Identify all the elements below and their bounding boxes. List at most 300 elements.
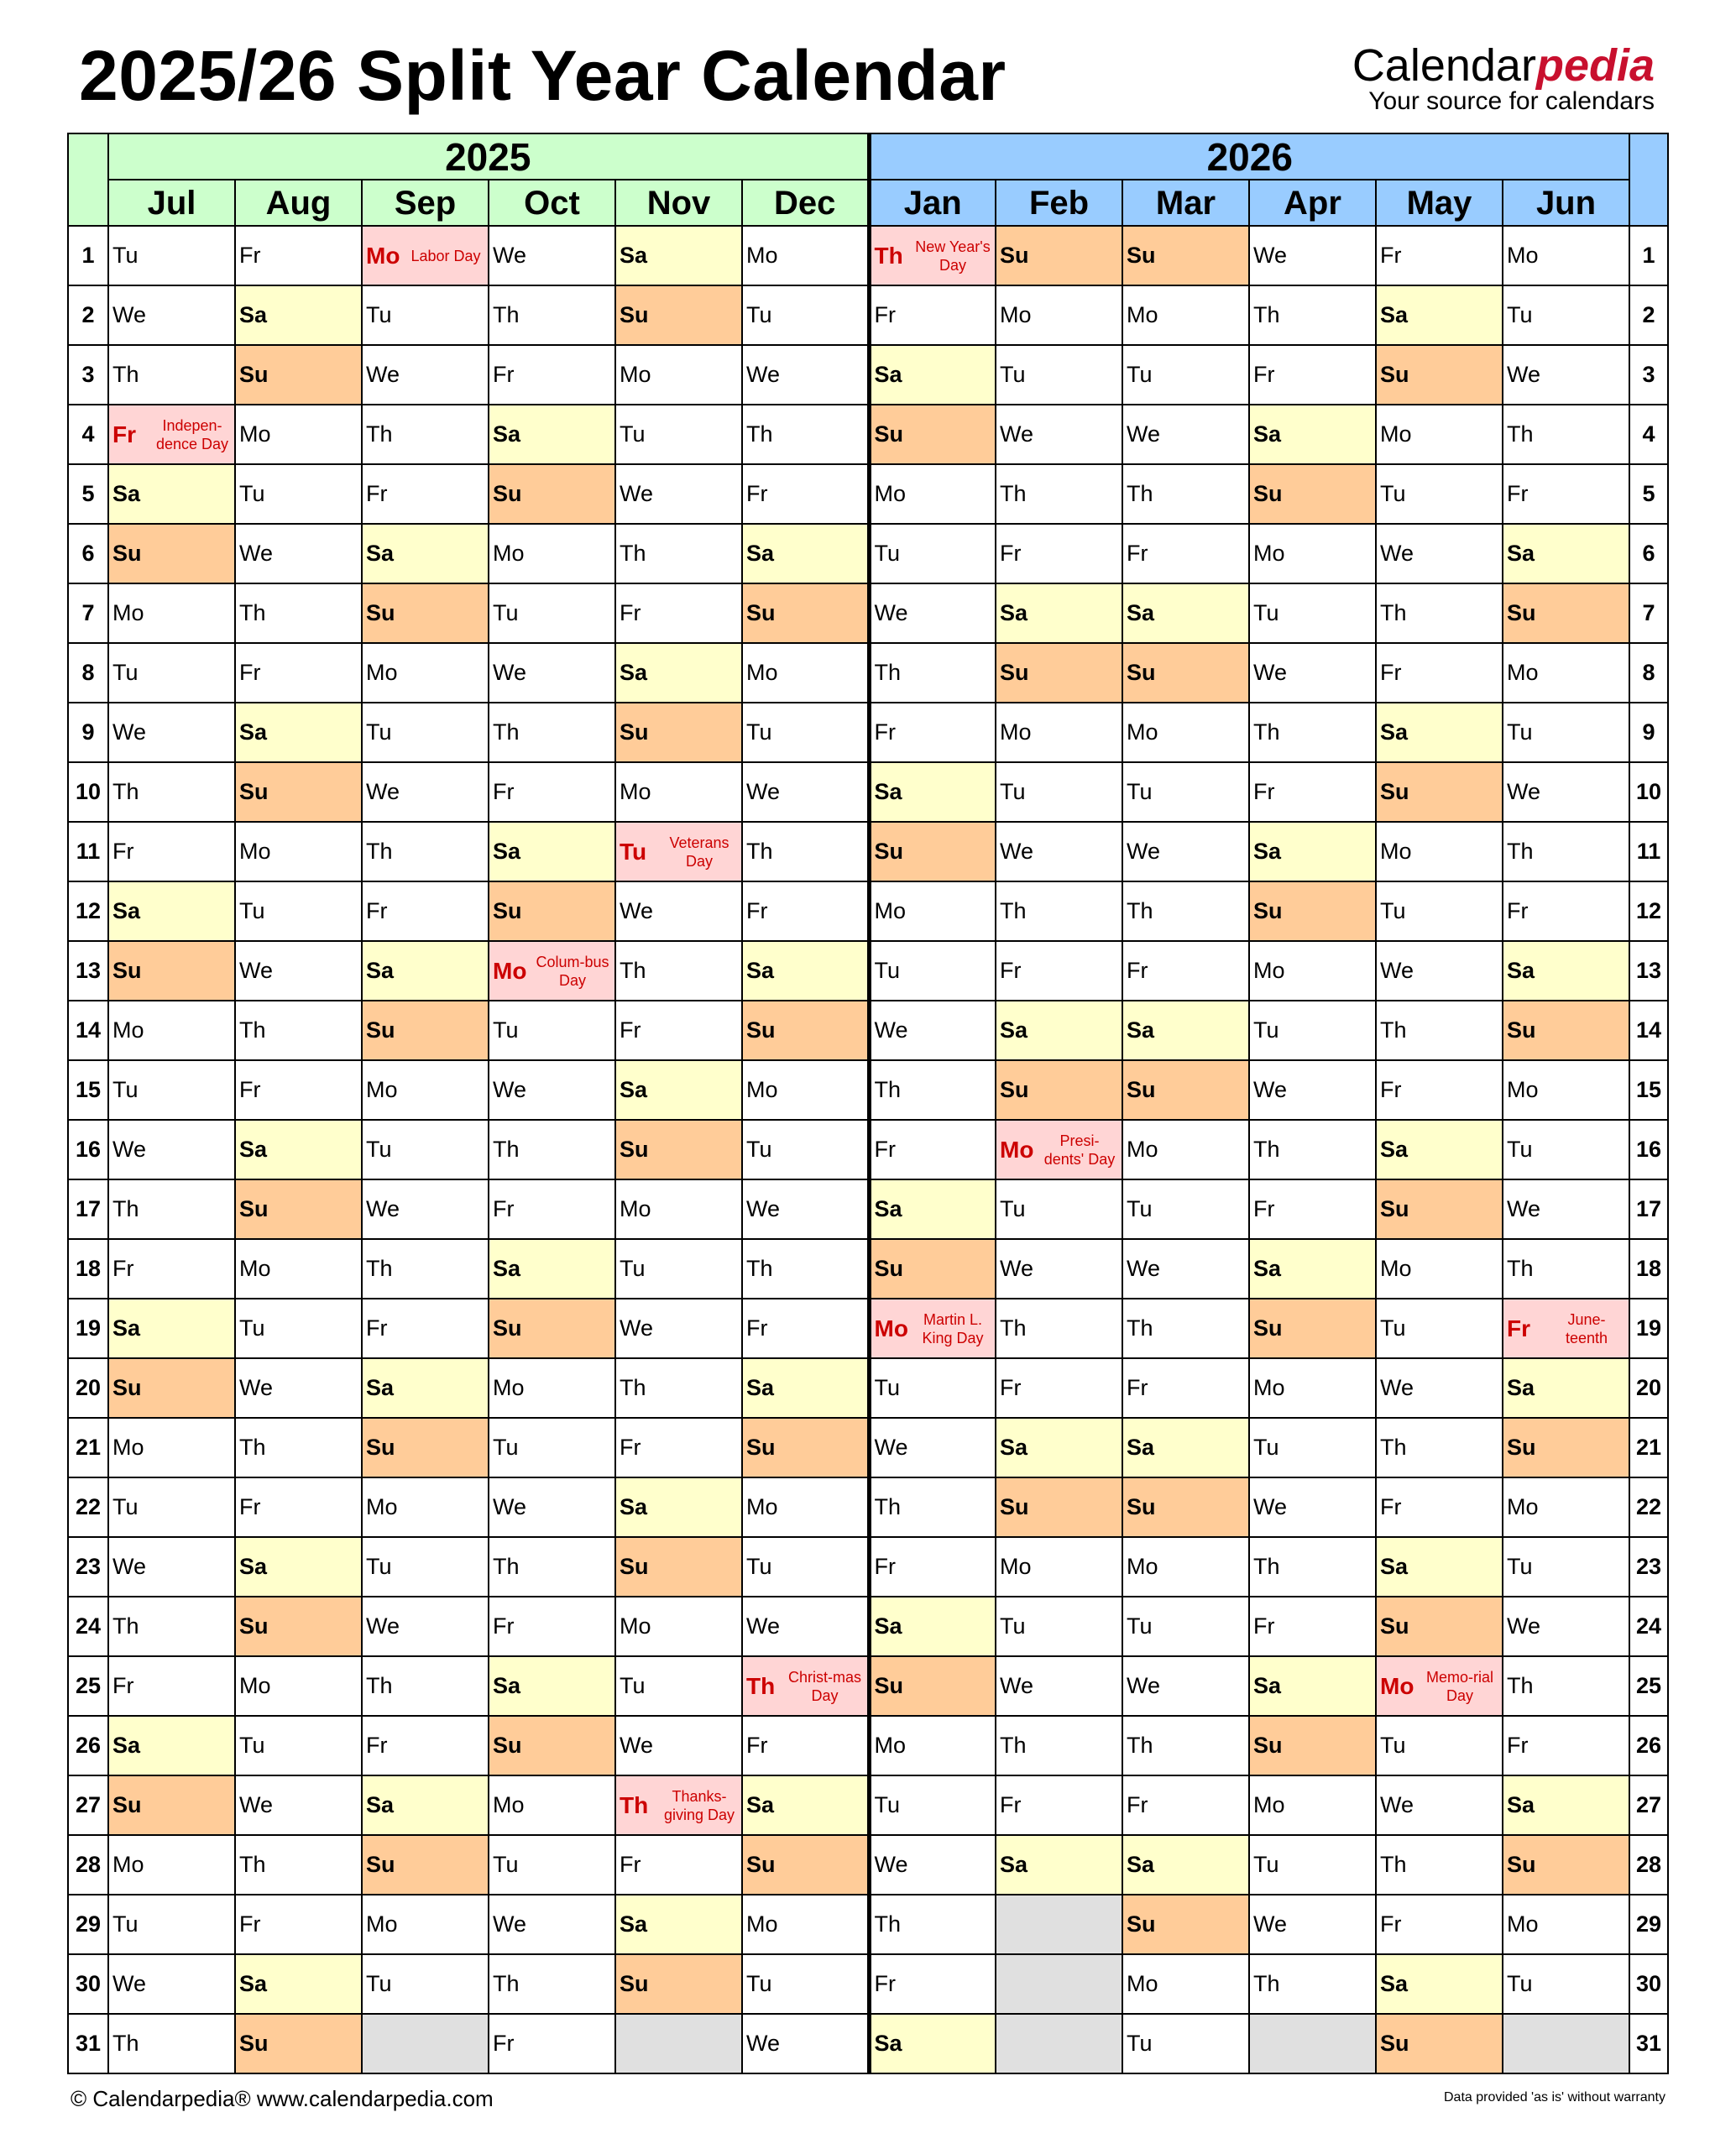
- day-cell: [489, 1299, 615, 1358]
- weekday-label: Tu: [366, 1137, 392, 1162]
- weekday-label: Mo: [746, 243, 778, 268]
- weekday-label: Tu: [1000, 1613, 1026, 1639]
- month-header-feb: Feb: [996, 180, 1122, 226]
- weekday-label: Fr: [620, 1435, 641, 1460]
- footer-disclaimer: Data provided 'as is' without warranty: [1443, 2090, 1665, 2105]
- weekday-label: Th: [620, 1791, 649, 1818]
- day-cell: [1249, 822, 1376, 881]
- day-cell: [1249, 1477, 1376, 1537]
- month-header-may: May: [1376, 180, 1503, 226]
- day-cell: [742, 1477, 869, 1537]
- weekday-label: Fr: [874, 1971, 896, 1996]
- day-cell: [1122, 285, 1249, 345]
- weekday-label: Th: [493, 719, 520, 745]
- day-cell: [869, 1358, 996, 1418]
- weekday-label: We: [746, 1196, 781, 1221]
- day-cell: [1122, 1299, 1249, 1358]
- weekday-label: We: [620, 1315, 654, 1341]
- day-cell: [615, 1060, 742, 1120]
- day-row: [68, 1239, 1668, 1299]
- day-cell: [1376, 941, 1503, 1001]
- weekday-label: Su: [1127, 660, 1156, 685]
- weekday-label: Sa: [1507, 1375, 1535, 1400]
- weekday-label: Fr: [1507, 1315, 1530, 1341]
- weekday-label: Fr: [746, 481, 768, 506]
- weekday-label: Tu: [1380, 898, 1406, 923]
- weekday-label: We: [1253, 1494, 1288, 1519]
- day-cell: [235, 1477, 362, 1537]
- day-cell: [615, 345, 742, 405]
- weekday-label: Su: [366, 600, 395, 625]
- weekday-label: Fr: [493, 779, 515, 804]
- day-cell: [1376, 1597, 1503, 1656]
- weekday-label: Fr: [112, 421, 136, 447]
- day-cell: [235, 941, 362, 1001]
- weekday-label: Mo: [1253, 1375, 1285, 1400]
- day-cell: [1376, 1299, 1503, 1358]
- day-cell: [869, 1775, 996, 1835]
- weekday-label: Th: [874, 1494, 902, 1519]
- weekday-label: Th: [874, 1911, 902, 1937]
- day-cell: [1249, 524, 1376, 583]
- day-cell: [362, 1835, 489, 1895]
- day-cell: [1122, 822, 1249, 881]
- weekday-label: Su: [620, 719, 649, 745]
- weekday-label: We: [493, 243, 527, 268]
- day-cell: [235, 1358, 362, 1418]
- day-cell: [742, 703, 869, 762]
- weekday-label: Fr: [1127, 1375, 1148, 1400]
- day-number-left: 30: [68, 1954, 108, 2014]
- day-cell: [996, 405, 1122, 464]
- weekday-label: Fr: [1253, 1613, 1275, 1639]
- weekday-label: Th: [493, 1137, 520, 1162]
- day-cell: [489, 1835, 615, 1895]
- day-cell: [742, 1179, 869, 1239]
- weekday-label: Mo: [366, 660, 398, 685]
- day-cell: [742, 643, 869, 703]
- day-cell: [362, 703, 489, 762]
- day-cell: [742, 1895, 869, 1954]
- weekday-label: Th: [366, 1256, 393, 1281]
- weekday-label: Su: [239, 779, 269, 804]
- day-row: [68, 1418, 1668, 1477]
- weekday-label: Th: [366, 421, 393, 447]
- weekday-label: Tu: [239, 898, 265, 923]
- day-cell: [1122, 1179, 1249, 1239]
- day-row: [68, 2014, 1668, 2073]
- day-number-right: 10: [1629, 762, 1668, 822]
- weekday-label: We: [1127, 839, 1161, 864]
- weekday-label: Fr: [1127, 1792, 1148, 1817]
- holiday-cell: [742, 1656, 869, 1716]
- day-cell: [108, 1716, 235, 1775]
- weekday-label: Tu: [112, 243, 139, 268]
- weekday-label: Su: [112, 541, 142, 566]
- weekday-label: Sa: [1000, 1435, 1028, 1460]
- day-cell: [1122, 524, 1249, 583]
- weekday-label: Fr: [239, 1077, 261, 1102]
- day-number-right: 11: [1629, 822, 1668, 881]
- year-header-row: [68, 133, 1668, 180]
- weekday-label: Fr: [112, 1256, 134, 1281]
- day-cell: [1376, 703, 1503, 762]
- weekday-label: We: [112, 302, 147, 327]
- day-cell: [108, 703, 235, 762]
- empty-cell: [996, 1895, 1122, 1954]
- day-cell: [1376, 762, 1503, 822]
- weekday-label: Su: [1380, 2031, 1409, 2056]
- day-cell: [108, 1656, 235, 1716]
- weekday-label: Sa: [1380, 1137, 1409, 1162]
- day-cell: [1503, 345, 1629, 405]
- weekday-label: Th: [874, 1077, 902, 1102]
- weekday-label: Mo: [493, 1792, 525, 1817]
- day-cell: [615, 1537, 742, 1597]
- weekday-label: Sa: [874, 2031, 902, 2056]
- weekday-label: Th: [746, 1256, 773, 1281]
- weekday-label: We: [746, 362, 781, 387]
- holiday-name: Memo-rial Day: [1425, 1668, 1493, 1704]
- weekday-label: Su: [746, 600, 776, 625]
- day-number-right: 16: [1629, 1120, 1668, 1179]
- weekday-label: Th: [1127, 481, 1153, 506]
- day-cell: [1503, 1835, 1629, 1895]
- weekday-label: Th: [1507, 1256, 1534, 1281]
- weekday-label: Sa: [493, 1256, 521, 1281]
- day-number-left: 17: [68, 1179, 108, 1239]
- weekday-label: Sa: [1000, 1852, 1028, 1877]
- day-row: [68, 1895, 1668, 1954]
- weekday-label: Tu: [874, 1792, 901, 1817]
- month-header-jan: Jan: [869, 180, 996, 226]
- day-number-left: 8: [68, 643, 108, 703]
- weekday-label: Fr: [366, 898, 388, 923]
- day-cell: [235, 464, 362, 524]
- day-cell: [362, 1716, 489, 1775]
- day-cell: [1376, 1775, 1503, 1835]
- weekday-label: We: [1380, 541, 1414, 566]
- day-cell: [869, 1179, 996, 1239]
- day-cell: [235, 1954, 362, 2014]
- weekday-label: Su: [1000, 1494, 1029, 1519]
- weekday-label: Mo: [874, 481, 907, 506]
- day-cell: [615, 941, 742, 1001]
- weekday-label: Sa: [1507, 541, 1535, 566]
- day-row: [68, 1358, 1668, 1418]
- day-cell: [1122, 1239, 1249, 1299]
- day-cell: [108, 464, 235, 524]
- weekday-label: Fr: [1380, 1911, 1402, 1937]
- day-cell: [1249, 1418, 1376, 1477]
- day-cell: [1376, 643, 1503, 703]
- weekday-label: Fr: [1380, 1077, 1402, 1102]
- day-cell: [742, 762, 869, 822]
- day-cell: [742, 524, 869, 583]
- weekday-label: Su: [366, 1435, 395, 1460]
- day-cell: [1249, 345, 1376, 405]
- day-cell: [1122, 1537, 1249, 1597]
- holiday-name: June-teenth: [1565, 1310, 1608, 1346]
- day-cell: [108, 643, 235, 703]
- weekday-label: We: [1000, 421, 1034, 447]
- weekday-label: We: [112, 1971, 147, 1996]
- day-cell: [615, 1597, 742, 1656]
- weekday-label: Su: [493, 1733, 522, 1758]
- holiday-cell: [615, 822, 742, 881]
- holiday-cell: [869, 226, 996, 285]
- weekday-label: Fr: [1000, 541, 1022, 566]
- day-cell: [869, 464, 996, 524]
- weekday-label: Tu: [620, 421, 646, 447]
- weekday-label: Th: [366, 1673, 393, 1698]
- day-cell: [235, 1120, 362, 1179]
- holiday-name: Labor Day: [410, 247, 481, 264]
- day-cell: [1249, 226, 1376, 285]
- day-cell: [1122, 1656, 1249, 1716]
- weekday-label: We: [1507, 1196, 1541, 1221]
- weekday-label: Tu: [620, 1256, 646, 1281]
- day-cell: [869, 1954, 996, 2014]
- weekday-label: Tu: [493, 600, 519, 625]
- day-cell: [1376, 1835, 1503, 1895]
- day-cell: [869, 1895, 996, 1954]
- day-cell: [1376, 345, 1503, 405]
- weekday-label: Mo: [1253, 1792, 1285, 1817]
- weekday-label: Su: [746, 1435, 776, 1460]
- weekday-label: Fr: [1507, 898, 1529, 923]
- weekday-label: Mo: [239, 421, 271, 447]
- day-number-right: 29: [1629, 1895, 1668, 1954]
- day-cell: [362, 643, 489, 703]
- day-cell: [235, 1239, 362, 1299]
- day-cell: [615, 1120, 742, 1179]
- day-cell: [869, 1656, 996, 1716]
- weekday-label: Sa: [493, 839, 521, 864]
- weekday-label: Th: [1127, 898, 1153, 923]
- weekday-label: Su: [493, 898, 522, 923]
- day-cell: [742, 1835, 869, 1895]
- weekday-label: Mo: [112, 600, 144, 625]
- day-cell: [362, 1120, 489, 1179]
- day-cell: [1503, 1060, 1629, 1120]
- day-cell: [1122, 1060, 1249, 1120]
- weekday-label: We: [620, 1733, 654, 1758]
- weekday-label: Th: [1253, 1137, 1280, 1162]
- weekday-label: Mo: [112, 1852, 144, 1877]
- day-cell: [362, 1775, 489, 1835]
- weekday-label: Fr: [746, 1315, 768, 1341]
- day-cell: [615, 643, 742, 703]
- day-cell: [1122, 941, 1249, 1001]
- weekday-label: Sa: [1253, 839, 1282, 864]
- weekday-label: Mo: [1507, 660, 1539, 685]
- day-row: [68, 464, 1668, 524]
- day-cell: [1249, 1656, 1376, 1716]
- day-cell: [1249, 1537, 1376, 1597]
- day-cell: [996, 1477, 1122, 1537]
- weekday-label: We: [874, 600, 908, 625]
- day-cell: [1249, 1299, 1376, 1358]
- day-cell: [869, 762, 996, 822]
- day-cell: [996, 345, 1122, 405]
- weekday-label: Su: [1380, 1613, 1409, 1639]
- day-cell: [489, 524, 615, 583]
- weekday-label: We: [1127, 1256, 1161, 1281]
- day-cell: [489, 345, 615, 405]
- day-cell: [362, 1418, 489, 1477]
- day-cell: [869, 1060, 996, 1120]
- day-cell: [1122, 703, 1249, 762]
- weekday-label: Sa: [239, 1554, 268, 1579]
- day-cell: [235, 1060, 362, 1120]
- day-cell: [235, 1179, 362, 1239]
- day-cell: [235, 1597, 362, 1656]
- day-cell: [108, 345, 235, 405]
- day-row: [68, 1299, 1668, 1358]
- weekday-label: We: [1507, 1613, 1541, 1639]
- day-row: [68, 762, 1668, 822]
- weekday-label: Su: [1127, 1077, 1156, 1102]
- weekday-label: Th: [493, 1971, 520, 1996]
- weekday-label: Fr: [1507, 481, 1529, 506]
- weekday-label: Fr: [112, 1673, 134, 1698]
- weekday-label: Sa: [239, 719, 268, 745]
- day-row: [68, 583, 1668, 643]
- day-number-right: 23: [1629, 1537, 1668, 1597]
- day-cell: [1249, 941, 1376, 1001]
- day-cell: [1503, 464, 1629, 524]
- day-cell: [235, 2014, 362, 2073]
- day-number-right: 30: [1629, 1954, 1668, 2014]
- day-cell: [1122, 1597, 1249, 1656]
- day-cell: [1376, 524, 1503, 583]
- day-cell: [1503, 226, 1629, 285]
- weekday-label: We: [1253, 1077, 1288, 1102]
- holiday-cell: [869, 1299, 996, 1358]
- day-cell: [489, 703, 615, 762]
- weekday-label: Th: [1000, 898, 1027, 923]
- weekday-label: Fr: [493, 362, 515, 387]
- weekday-label: Tu: [1253, 1017, 1279, 1043]
- weekday-label: We: [1253, 660, 1288, 685]
- day-cell: [489, 643, 615, 703]
- weekday-label: Fr: [874, 719, 896, 745]
- day-number-left: 1: [68, 226, 108, 285]
- weekday-label: Fr: [1127, 541, 1148, 566]
- weekday-label: Tu: [874, 958, 901, 983]
- weekday-label: Tu: [239, 1733, 265, 1758]
- day-row: [68, 1477, 1668, 1537]
- weekday-label: We: [1507, 779, 1541, 804]
- weekday-label: Th: [493, 302, 520, 327]
- day-cell: [1249, 881, 1376, 941]
- weekday-label: Su: [1000, 1077, 1029, 1102]
- weekday-label: Sa: [746, 541, 775, 566]
- day-cell: [996, 285, 1122, 345]
- weekday-label: Sa: [366, 1792, 395, 1817]
- day-row: [68, 524, 1668, 583]
- weekday-label: Fr: [366, 481, 388, 506]
- weekday-label: We: [493, 1494, 527, 1519]
- weekday-label: Sa: [493, 421, 521, 447]
- day-cell: [1503, 1001, 1629, 1060]
- footer-copyright: © Calendarpedia® www.calendarpedia.com: [71, 2086, 494, 2111]
- weekday-label: We: [239, 958, 274, 983]
- day-number-right: 20: [1629, 1358, 1668, 1418]
- day-cell: [996, 941, 1122, 1001]
- weekday-label: Mo: [1507, 1077, 1539, 1102]
- weekday-label: Mo: [493, 541, 525, 566]
- day-cell: [742, 1120, 869, 1179]
- weekday-label: Mo: [1380, 839, 1412, 864]
- weekday-label: Mo: [1380, 1256, 1412, 1281]
- day-cell: [108, 285, 235, 345]
- day-number-right: 19: [1629, 1299, 1668, 1358]
- weekday-label: Th: [1380, 1017, 1407, 1043]
- day-cell: [235, 1716, 362, 1775]
- day-cell: [1249, 1775, 1376, 1835]
- weekday-label: Tu: [493, 1017, 519, 1043]
- day-cell: [1503, 1179, 1629, 1239]
- day-number-left: 6: [68, 524, 108, 583]
- weekday-label: Tu: [874, 541, 901, 566]
- day-row: [68, 1537, 1668, 1597]
- day-cell: [869, 345, 996, 405]
- day-cell: [1503, 1716, 1629, 1775]
- weekday-label: Tu: [366, 719, 392, 745]
- day-cell: [1249, 643, 1376, 703]
- day-cell: [742, 1299, 869, 1358]
- empty-cell: [996, 1954, 1122, 2014]
- page-title: 2025/26 Split Year Calendar: [79, 36, 1007, 115]
- brand-logo[interactable]: [1352, 40, 1655, 114]
- day-cell: [1376, 1418, 1503, 1477]
- day-cell: [1249, 1179, 1376, 1239]
- day-cell: [1376, 2014, 1503, 2073]
- calendar-body: [68, 226, 1668, 2073]
- day-cell: [1503, 1597, 1629, 1656]
- day-number-left: 9: [68, 703, 108, 762]
- holiday-name: Christ-mas Day: [787, 1668, 861, 1704]
- day-cell: [1503, 703, 1629, 762]
- weekday-label: Mo: [1127, 302, 1158, 327]
- day-row: [68, 226, 1668, 285]
- day-cell: [235, 1775, 362, 1835]
- day-number-left: 27: [68, 1775, 108, 1835]
- day-cell: [362, 881, 489, 941]
- weekday-label: Mo: [1507, 1494, 1539, 1519]
- day-cell: [869, 1418, 996, 1477]
- holiday-cell: [1376, 1656, 1503, 1716]
- day-number-right: 25: [1629, 1656, 1668, 1716]
- weekday-label: Su: [239, 2031, 269, 2056]
- day-cell: [742, 583, 869, 643]
- day-number-left: 4: [68, 405, 108, 464]
- day-cell: [742, 1716, 869, 1775]
- weekday-label: We: [1000, 839, 1034, 864]
- weekday-label: Sa: [620, 243, 648, 268]
- day-cell: [235, 643, 362, 703]
- day-number-right: 18: [1629, 1239, 1668, 1299]
- day-number-right: 8: [1629, 643, 1668, 703]
- day-cell: [1376, 1179, 1503, 1239]
- weekday-label: We: [112, 1137, 147, 1162]
- weekday-label: Tu: [112, 1911, 139, 1937]
- day-cell: [615, 1299, 742, 1358]
- weekday-label: Fr: [1000, 958, 1022, 983]
- weekday-label: Th: [1380, 600, 1407, 625]
